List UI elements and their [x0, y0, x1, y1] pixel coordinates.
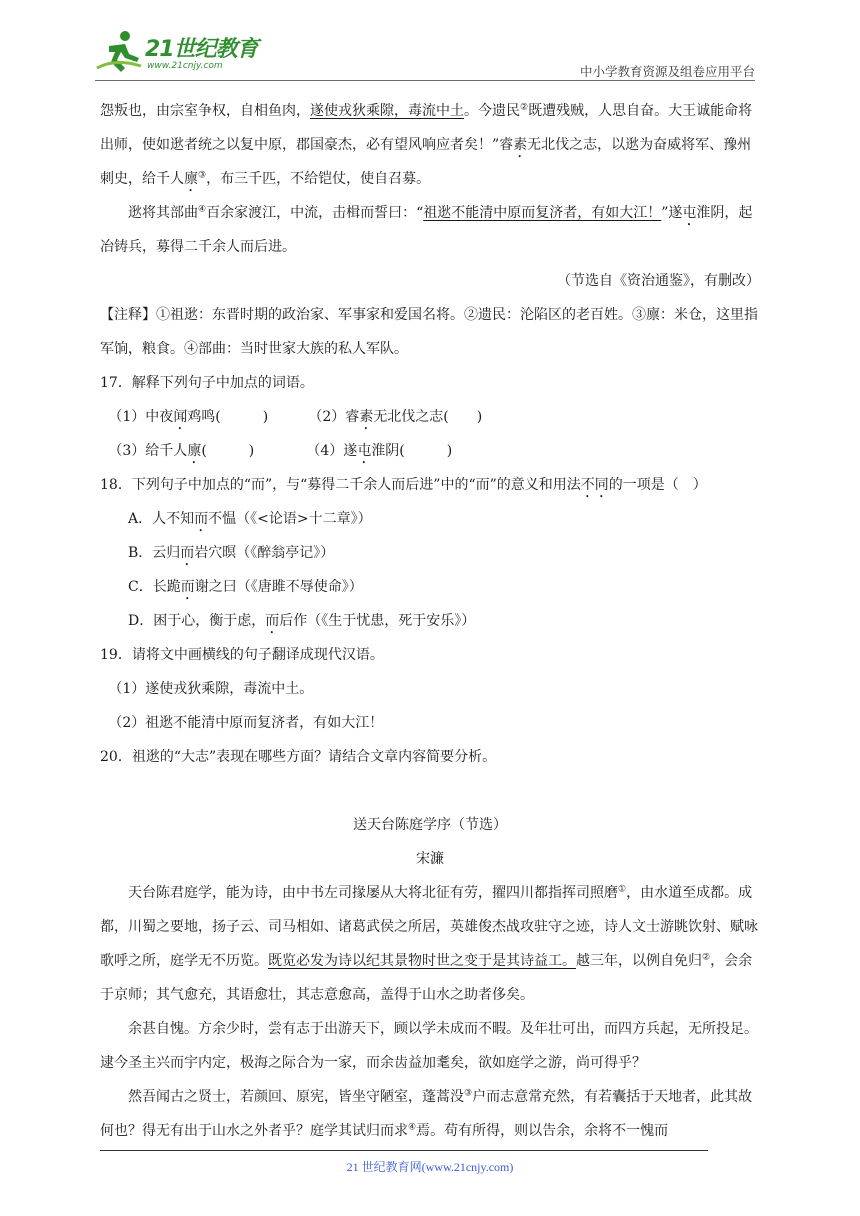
- question-18: 18．下列句子中加点的“而”，与“募得二千余人而后进”中的“而”的意义和用法不同的一项是（ ）: [100, 477, 707, 493]
- dotted-word: 廪: [184, 171, 198, 187]
- question-18-option-c: C．长跪而谢之曰（《唐雎不辱使命》）: [128, 579, 363, 595]
- passage1-paragraph2: 逖将其部曲④百余家渡江，中流，击楫而誓曰：“祖逖不能清中原而复济者，有如大江！”遂屯淮阴，起冶铸兵，募得二千余人而后进。: [100, 204, 753, 255]
- page-footer: 21 世纪教育网(www.21cnjy.com): [346, 1160, 514, 1174]
- question-20: 20．祖逖的“大志”表现在哪些方面？请结合文章内容简要分析。: [100, 749, 497, 765]
- runner-logo-icon: [95, 28, 143, 74]
- passage2-paragraph1: 天台陈君庭学，能为诗，由中书左司掾屡从大将北征有劳，擢四川都指挥司照磨①，由水道至成都。成都，川蜀之要地，扬子云、司马相如、诸葛武侯之所居，英雄俊杰战攻驻守之迹，诗人文士游眺饮射、赋咏歌呼之所，庭学无不历览。既览必发为诗以纪其景物时世之变于是其诗益工。越三年，以例自免归②，会余于京师；其气愈充，其语愈壮，其志意愈高，盖得于山水之助者侈矣。: [100, 884, 758, 1003]
- logo-url: www.21cnjy.com: [147, 61, 223, 71]
- document-body: [100, 94, 760, 1148]
- underlined-sentence-3: 既览必发为诗以纪其景物时世之变于是其诗益工。: [268, 953, 576, 969]
- question-17-row2: （3）给千人廪( ) （4）遂屯淮阴( ): [108, 443, 453, 459]
- question-18-option-b: B．云归而岩穴暝（《醉翁亭记》）: [128, 545, 335, 561]
- passage2-paragraph2: 余甚自愧。方余少时，尝有志于出游天下，顾以学未成而不暇。及年壮可出，而四方兵起，无所投足。逮今圣主兴而宇内定，极海之际合为一家，而余齿益加耄矣，欲如庭学之游，尚可得乎？: [100, 1021, 758, 1071]
- footer-divider: [100, 1150, 708, 1151]
- dotted-word: 屯: [682, 205, 697, 221]
- passage2-title: 送天台陈庭学序（节选）: [353, 817, 507, 833]
- dotted-word: 素: [513, 137, 528, 153]
- question-17-row1: （1）中夜闻鸡鸣( ) （2）睿素无北伐之志( ): [108, 409, 483, 425]
- platform-name: 中小学教育资源及组卷应用平台: [579, 64, 755, 79]
- passage1-notes: 【注释】①祖逖：东晋时期的政治家、军事家和爱国名将。②遗民：沦陷区的老百姓。③廪：米仓，这里指军饷，粮食。④部曲：当时世家大族的私人军队。: [100, 307, 758, 357]
- passage1-source: （节选自《资治通鉴》，有删改）: [557, 273, 760, 289]
- question-19-item1: （1）遂使戎狄乘隙，毒流中土。: [108, 681, 314, 697]
- passage1-paragraph1: 怨叛也，由宗室争权，自相鱼肉，遂使戎狄乘隙，毒流中土。今遗民②既遭残贼，人思自奋。大王诚能命将出师，使如逖者统之以复中原，郡国豪杰，必有望风响应者矣！”睿素无北伐之志，以逖为奋威将军、豫州刺史，给千人廪③，布三千匹，不给铠仗，使自召募。: [100, 102, 753, 187]
- question-19: 19．请将文中画横线的句子翻译成现代汉语。: [100, 647, 384, 663]
- passage2-paragraph3: 然吾闻古之贤士，若颜回、原宪，皆坐守陋室，蓬蒿没③户而志意常充然，有若囊括于天地者，此其故何也？得无有出于山水之外者乎？庭学其试归而求④焉。苟有所得，则以告余，余将不一愧而: [100, 1088, 753, 1139]
- site-logo: [95, 28, 265, 76]
- logo-text: 21世纪教育: [145, 37, 258, 62]
- question-18-option-a: A．人不知而不愠（《<论语>十二章》）: [128, 511, 372, 527]
- question-17: 17．解释下列句子中加点的词语。: [100, 375, 314, 391]
- question-18-option-d: D．困于心，衡于虑，而后作（《生于忧患，死于安乐》）: [128, 613, 476, 629]
- underlined-sentence-2: 祖逖不能清中原而复济者，有如大江！: [423, 205, 662, 221]
- question-19-item2: （2）祖逖不能清中原而复济者，有如大江！: [108, 715, 384, 731]
- underlined-sentence-1: 遂使戎狄乘隙，毒流中土: [310, 103, 464, 119]
- page-header: [95, 28, 755, 81]
- passage2-author: 宋濂: [416, 851, 444, 867]
